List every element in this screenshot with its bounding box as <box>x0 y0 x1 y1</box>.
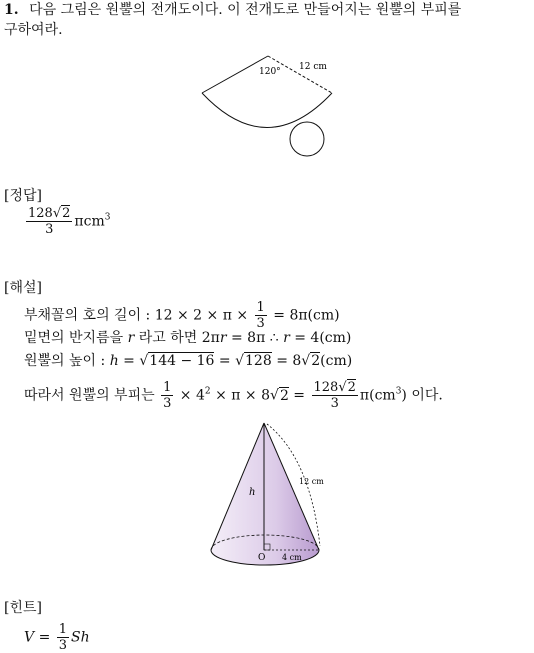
l1-text: 부채꼴의 호의 길이 : 12 × 2 × π × <box>24 307 253 324</box>
problem-line-1 <box>4 0 461 20</box>
height-label: h <box>249 487 256 498</box>
explanation-line-3: 원뿔의 높이 : h = √144 − 16 = √128 = 8√2(cm) <box>24 353 353 369</box>
cone-net-figure <box>195 52 345 162</box>
explanation-heading: [해설] <box>4 280 42 296</box>
answer-unit: πcm <box>74 213 105 230</box>
radius-label: 4 cm <box>282 553 302 562</box>
answer-radicand: 2 <box>62 206 71 221</box>
problem-number: 1. <box>4 2 19 18</box>
answer-fraction: $\frac{128√2}{3}$ <box>28 206 71 237</box>
hint-fraction: $\frac{1}{3}$ <box>58 622 68 653</box>
problem-text-1: 다음 그림은 원뿔의 전개도이다. 이 전개도로 만들어지는 원뿔의 부피를 <box>29 2 462 18</box>
l2-text: 밑면의 반지름을 <box>24 330 128 346</box>
hint-formula: V = $\frac{1}{3}$ Sh <box>24 622 90 653</box>
angle-label: 120° <box>259 67 281 77</box>
answer-denominator: 3 <box>45 222 54 237</box>
base-circle <box>290 122 324 156</box>
hint-lhs: V <box>24 629 35 646</box>
explanation-line-1 <box>24 300 340 331</box>
answer-coef: 128 <box>28 206 53 221</box>
l1-fraction: $\frac{1}{3}$ <box>256 300 265 331</box>
cone-figure <box>205 418 335 573</box>
answer-unit-exponent: 3 <box>104 212 111 223</box>
l4-fraction-2: $\frac{128√2}{3}$ <box>313 380 356 411</box>
explanation-line-4: 따라서 원뿔의 부피는 $\frac{1}{3}$ × $4^2 \times \pi \times 8√2$ = $\frac{128√2}{3}$ $\pi(cm^3)$ 이다. <box>24 380 443 411</box>
l4-text: 따라서 원뿔의 부피는 <box>24 387 160 404</box>
problem-text-2: 구하여라. <box>4 22 63 38</box>
l4-fraction: $\frac{1}{3}$ <box>163 380 172 411</box>
slant-label: 12 cm <box>299 62 327 72</box>
answer-heading: [정답] <box>4 188 42 204</box>
l3-text: 원뿔의 높이 : <box>24 353 110 369</box>
center-label: O <box>258 553 266 563</box>
slant-label-2: 12 cm <box>299 477 324 486</box>
problem-line-2 <box>4 20 63 40</box>
explanation-line-2: 밑면의 반지름을 r 라고 하면 2πr = 8π ∴ r = 4(cm) <box>24 330 352 346</box>
l1-tail: = 8π(cm) <box>268 307 340 324</box>
answer-expression <box>24 206 110 237</box>
hint-rhs: Sh <box>71 629 90 646</box>
hint-heading: [힌트] <box>4 600 42 616</box>
